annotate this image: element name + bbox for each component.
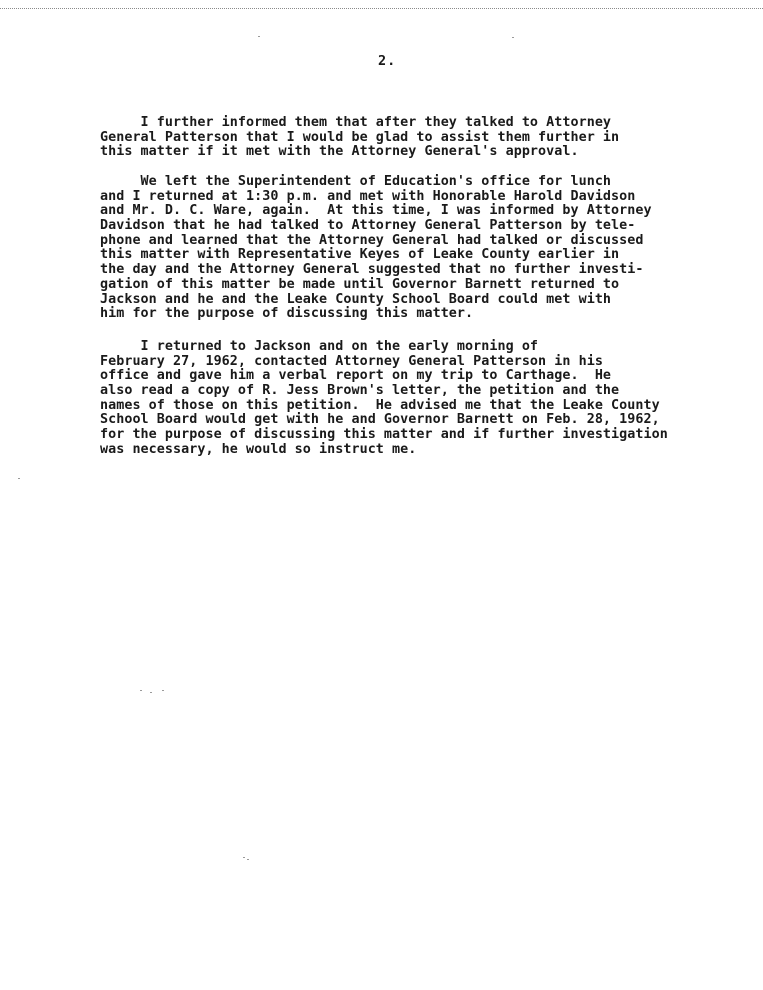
- text-line: phone and learned that the Attorney General had talked or discussed: [100, 232, 644, 248]
- text-line: and Mr. D. C. Ware, again. At this time, I was informed by Attorney: [100, 203, 652, 219]
- text-line: this matter if it met with the Attorney General's approval.: [100, 144, 579, 160]
- scan-speck: [140, 690, 142, 691]
- scan-speck: [243, 857, 245, 858]
- text-line: I returned to Jackson and on the early morning of: [100, 339, 539, 354]
- scan-speck: [18, 478, 20, 479]
- text-line: office and gave him a verbal report on my trip to Carthage. He: [100, 368, 612, 384]
- text-line: gation of this matter be made until Governor Barnett returned to: [100, 276, 620, 292]
- paragraph-2: [100, 175, 740, 322]
- text-line: was necessary, he would so instruct me.: [100, 441, 417, 457]
- text-line: Davidson that he had talked to Attorney General Patterson by tele-: [100, 218, 636, 234]
- text-line: this matter with Representative Keyes of Leake County earlier in: [100, 247, 620, 263]
- text-line: I further informed them that after they talked to Attorney: [100, 115, 612, 130]
- scan-speck: [258, 36, 260, 37]
- scan-speck: [512, 37, 514, 38]
- text-line: for the purpose of discussing this matter and if further investigation: [100, 427, 668, 443]
- text-line: February 27, 1962, contacted Attorney General Patterson in his: [100, 353, 603, 369]
- page-number: 2.: [378, 53, 397, 69]
- scan-speck: [162, 690, 164, 691]
- text-line: Jackson and he and the Leake County School Board could met with: [100, 291, 612, 307]
- scan-speck: [247, 859, 249, 860]
- scan-speck: [150, 692, 152, 693]
- text-line: names of those on this petition. He advised me that the Leake County: [100, 397, 660, 413]
- text-line: the day and the Attorney General suggested that no further investi-: [100, 262, 644, 278]
- text-line: and I returned at 1:30 p.m. and met with Honorable Harold Davidson: [100, 188, 636, 204]
- paragraph-3: [100, 340, 740, 458]
- text-line: General Patterson that I would be glad to assist them further in: [100, 129, 620, 145]
- text-line: him for the purpose of discussing this matter.: [100, 306, 474, 322]
- text-line: School Board would get with he and Governor Barnett on Feb. 28, 1962,: [100, 412, 660, 428]
- text-line: We left the Superintendent of Education's office for lunch: [100, 174, 612, 189]
- page-top-edge: [0, 0, 763, 9]
- paragraph-1: [100, 116, 740, 160]
- text-line: also read a copy of R. Jess Brown's letter, the petition and the: [100, 383, 620, 399]
